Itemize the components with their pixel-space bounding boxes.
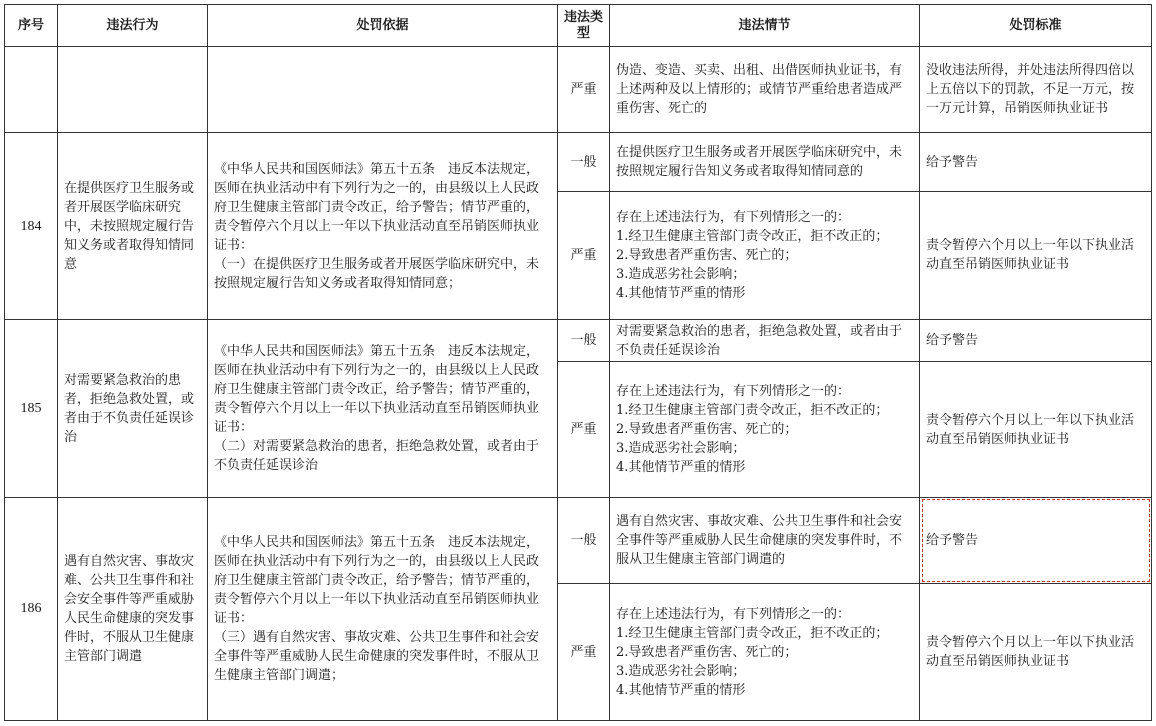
circumstance-cell: 存在上述违法行为，有下列情形之一的： 1.经卫生健康主管部门责令改正，拒不改正的； 2.导致患者严重伤害、死亡的； 3.造成恶劣社会影响； 4.其他情节严重的情形 [610,584,920,721]
type-cell: 严重 [558,584,610,721]
header-circumstance: 违法情节 [610,5,920,47]
basis-cell: 《中华人民共和国医师法》第五十五条 违反本法规定，医师在执业活动中有下列行为之一的，由县级以上人民政府卫生健康主管部门责令改正，给予警告；情节严重的，责令暂停六个月以上一年以下执业活动直至吊销医师执业证书： （三）遇有自然灾害、事故灾难、公共卫生事件和社会安全事件等严重威胁人民生命健康的突发事件时，不服从卫生健康主管部门调遣； [208,497,558,720]
type-cell: 一般 [558,320,610,362]
seq-cell: 186 [5,497,58,720]
standard-cell: 责令暂停六个月以上一年以下执业活动直至吊销医师执业证书 [920,584,1152,721]
table-row-186-general [5,497,1152,583]
circumstance-cell: 伪造、变造、买卖、出租、出借医师执业证书，有上述两种及以上情形的；或情节严重给患者造成严重伤害、死亡的 [610,47,920,133]
basis-cell-empty [208,47,558,133]
standard-cell: 给予警告 [920,320,1152,362]
circumstance-cell: 存在上述违法行为，有下列情形之一的： 1.经卫生健康主管部门责令改正，拒不改正的； 2.导致患者严重伤害、死亡的； 3.造成恶劣社会影响； 4.其他情节严重的情形 [610,191,920,320]
table-row-continued [5,47,1152,133]
behavior-cell: 对需要紧急救治的患者，拒绝急救处置，或者由于不负责任延误诊治 [58,320,208,498]
header-standard: 处罚标准 [920,5,1152,47]
header-seq: 序号 [5,5,58,47]
type-cell: 严重 [558,362,610,498]
circumstance-cell: 遇有自然灾害、事故灾难、公共卫生事件和社会安全事件等严重威胁人民生命健康的突发事件时，不服从卫生健康主管部门调遣的 [610,497,920,583]
basis-cell: 《中华人民共和国医师法》第五十五条 违反本法规定，医师在执业活动中有下列行为之一的，由县级以上人民政府卫生健康主管部门责令改正，给予警告；情节严重的，责令暂停六个月以上一年以下执业活动直至吊销医师执业证书： （二）对需要紧急救治的患者，拒绝急救处置，或者由于不负责任延误诊治 [208,320,558,498]
standard-cell: 给予警告 [920,133,1152,191]
type-cell: 严重 [558,191,610,320]
header-row [5,5,1152,47]
type-cell: 严重 [558,47,610,133]
type-cell: 一般 [558,497,610,583]
table-row-185-general [5,320,1152,362]
circumstance-cell: 对需要紧急救治的患者，拒绝急救处置，或者由于不负责任延误诊治 [610,320,920,362]
behavior-cell: 遇有自然灾害、事故灾难、公共卫生事件和社会安全事件等严重威胁人民生命健康的突发事件时，不服从卫生健康主管部门调遣 [58,497,208,720]
table-row-184-general [5,133,1152,191]
header-type: 违法类型 [558,5,610,47]
circumstance-cell: 存在上述违法行为，有下列情形之一的： 1.经卫生健康主管部门责令改正，拒不改正的； 2.导致患者严重伤害、死亡的； 3.造成恶劣社会影响； 4.其他情节严重的情形 [610,362,920,498]
header-basis: 处罚依据 [208,5,558,47]
header-behavior: 违法行为 [58,5,208,47]
seq-cell: 185 [5,320,58,498]
seq-cell-empty [5,47,58,133]
type-cell: 一般 [558,133,610,191]
penalty-standard-table [4,4,1152,721]
circumstance-cell: 在提供医疗卫生服务或者开展医学临床研究中，未按照规定履行告知义务或者取得知情同意的 [610,133,920,191]
standard-cell: 没收违法所得，并处违法所得四倍以上五倍以下的罚款，不足一万元，按一万元计算，吊销医师执业证书 [920,47,1152,133]
standard-cell: 责令暂停六个月以上一年以下执业活动直至吊销医师执业证书 [920,362,1152,498]
standard-cell-selected[interactable]: 给予警告 [920,497,1152,583]
behavior-cell-empty [58,47,208,133]
seq-cell: 184 [5,133,58,320]
behavior-cell: 在提供医疗卫生服务或者开展医学临床研究中，未按照规定履行告知义务或者取得知情同意 [58,133,208,320]
basis-cell: 《中华人民共和国医师法》第五十五条 违反本法规定，医师在执业活动中有下列行为之一的，由县级以上人民政府卫生健康主管部门责令改正，给予警告；情节严重的，责令暂停六个月以上一年以下执业活动直至吊销医师执业证书： （一）在提供医疗卫生服务或者开展医学临床研究中，未按照规定履行告知义务或者取得知情同意； [208,133,558,320]
standard-cell: 责令暂停六个月以上一年以下执业活动直至吊销医师执业证书 [920,191,1152,320]
